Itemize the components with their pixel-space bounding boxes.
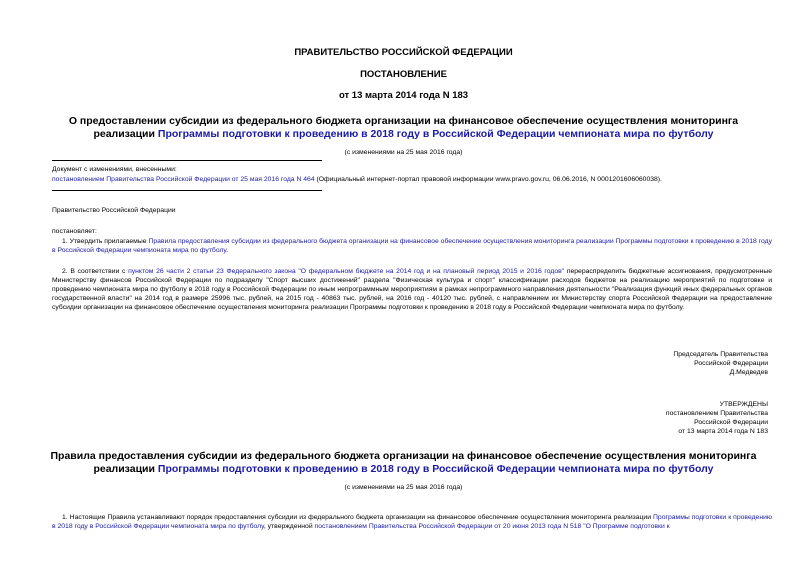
approval-heading: УТВЕРЖДЕНЫ — [719, 401, 768, 408]
rules-paragraph-1-mid: , утвержденной — [263, 523, 315, 530]
resolution-518-link[interactable]: постановлением Правительства Российской Федерации от 20 июня 2013 года N 518 "О Программе подготовки к — [314, 523, 670, 530]
paragraph-1-start: 1. Утвердить прилагаемые — [62, 238, 149, 245]
paragraph-2-start: 2. В соответствии с — [62, 268, 129, 275]
rules-title-text: Правила предоставления субсидии из федерального бюджета организации на финансовое обеспечение осуществления мониторинга реализации — [50, 450, 757, 475]
document-title — [40, 115, 767, 141]
document-title-text: О предоставлении субсидии из федерального бюджета организации на финансовое обеспечение осуществления мониторинга реализации — [68, 115, 739, 140]
issuer-text: Правительство Российской Федерации — [52, 207, 176, 214]
signature-block — [560, 350, 768, 377]
resolves-text: постановляет: — [52, 228, 97, 235]
rules-program-link[interactable]: Программы подготовки к проведению в 2018 году в Российской Федерации чемпионата мира по футболу — [157, 463, 714, 475]
document-date-number: от 13 марта 2014 года N 183 — [338, 90, 469, 101]
signature-name: Д.Медведев — [729, 369, 768, 376]
signature-country: Российской Федерации — [694, 360, 768, 367]
rules-title — [40, 450, 767, 476]
rules-paragraph-program-link[interactable]: Программы подготовки к проведению в 2018 году в Российской Федерации чемпионата мира по футболу — [52, 514, 772, 530]
rules-link[interactable]: Правила предоставления субсидии из федерального бюджета организации на финансовое обеспечение осуществления мониторинга реализации Программы подготовки к проведению в 2018 году в Российской Федерации чемпионата мира по футболу — [52, 238, 773, 254]
amendment-link[interactable]: постановлением Правительства Российской Федерации от 25 мая 2016 года N 464 — [52, 176, 315, 183]
approval-line-3: Российской Федерации — [694, 419, 768, 426]
amendments-label: Документ с изменениями, внесенными: — [52, 166, 177, 173]
rules-changes-note: (с изменениями на 25 мая 2016 года) — [344, 484, 463, 491]
amendments-entry — [52, 175, 752, 184]
paragraph-2 — [52, 267, 772, 312]
approval-block — [560, 400, 768, 436]
signature-position: Председатель Правительства — [673, 351, 768, 358]
divider-bottom — [52, 190, 322, 191]
approval-line-2: постановлением Правительства — [665, 410, 768, 417]
divider-top — [52, 160, 322, 161]
approval-line-4: от 13 марта 2014 года N 183 — [678, 428, 768, 435]
paragraph-1-end: . — [226, 247, 229, 254]
amendment-source: (Официальный интернет-портал правовой информации www.pravo.gov.ru, 06.06.2016, N 0001201606060038). — [314, 176, 662, 183]
program-link[interactable]: Программы подготовки к проведению в 2018 году в Российской Федерации чемпионата мира по футболу — [157, 128, 714, 140]
rules-paragraph-1-start: 1. Настоящие Правила устанавливают порядок предоставления субсидии из федерального бюджета организации на финансовое обеспечение осуществления мониторинга реализации — [62, 514, 654, 521]
government-heading: ПРАВИТЕЛЬСТВО РОССИЙСКОЙ ФЕДЕРАЦИИ — [294, 47, 513, 58]
changes-note: (с изменениями на 25 мая 2016 года) — [344, 149, 463, 156]
federal-law-link[interactable]: пунктом 26 части 2 статьи 23 Федерального закона "О федеральном бюджете на 2014 год и на плановый период 2015 и 2016 годов" — [128, 268, 565, 275]
paragraph-2-text: перераспределить бюджетные ассигнования, предусмотренные Министерству финансов Российской Федерации по подразделу "Спорт высших достижений" раздела "Физическая культура и спорт" классификации расходов бюджетов на реализацию мероприятий по подготовке и проведению чемпионата мира по футболу в 2018 году в Российской Федерации по иным непрограммным мероприятиям в рамках непрограммного направления деятельности "Реализация функций иных федеральных органов государственной власти" на 2014 год в размере 25996 тыс. рублей, на 2015 год - 40863 тыс. рублей, на 2016 год - 40120 тыс. рублей, с направлением их Министерству спорта Российской Федерации на предоставление субсидии организации на финансовое обеспечение осуществления мониторинга реализации Программы подготовки к проведению в 2018 году в Российской Федерации чемпионата мира по футболу. — [52, 268, 772, 311]
rules-paragraph-1 — [52, 513, 772, 531]
paragraph-1 — [52, 237, 772, 255]
document-type-heading: ПОСТАНОВЛЕНИЕ — [360, 69, 447, 80]
